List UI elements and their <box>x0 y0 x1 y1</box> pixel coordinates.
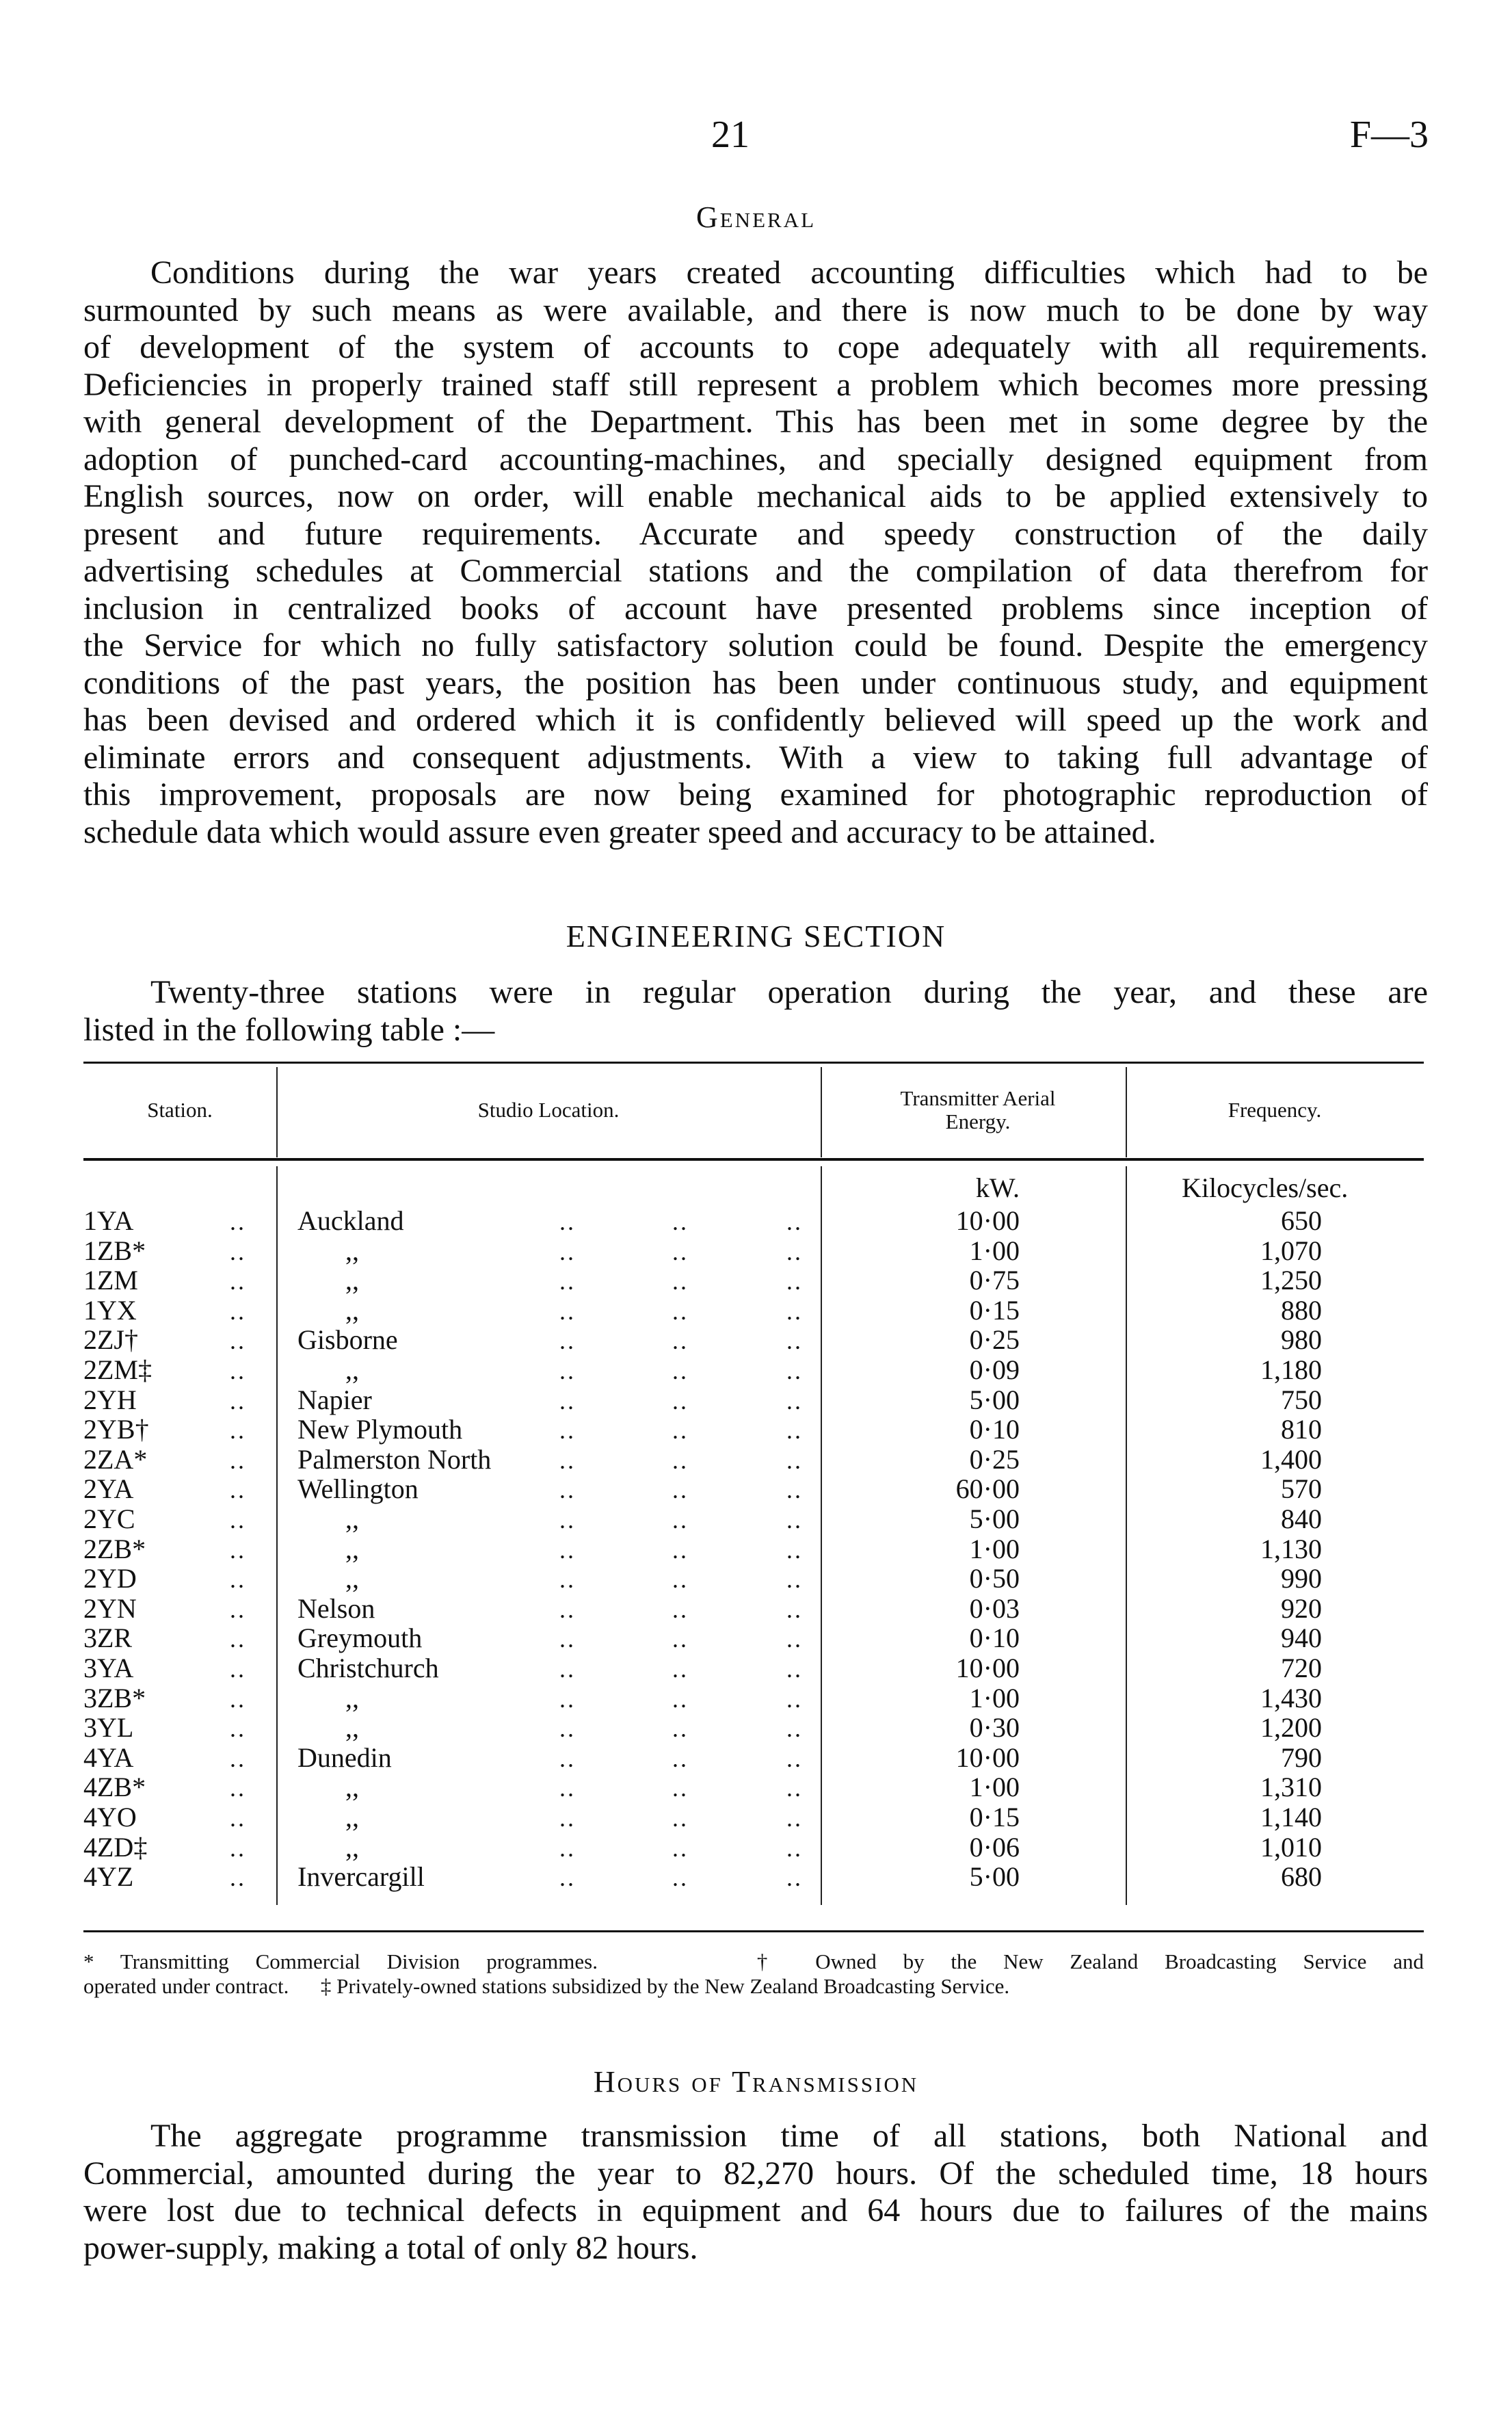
studio-location: Invercargill <box>297 1861 425 1893</box>
paragraph-line: with general development of the Department. This has been met in some degree by the <box>83 404 1428 440</box>
frequency: 1,070 <box>1260 1235 1322 1266</box>
paragraph-line: present and future requirements. Accurate and speedy construction of the daily <box>83 515 1428 552</box>
hours-heading: Hours of Transmission <box>593 2065 919 2099</box>
aerial-energy: 0·03 <box>969 1592 1020 1624</box>
leader-dots: .. <box>230 1327 246 1355</box>
leader-dots: .. <box>672 1715 689 1743</box>
leader-dots: .. <box>559 1864 576 1892</box>
aerial-energy: 0·15 <box>969 1294 1020 1326</box>
paragraph-line: conditions of the past years, the position has been under continuous study, and equipment <box>83 664 1428 701</box>
aerial-energy: 5·00 <box>969 1384 1020 1415</box>
leader-dots: .. <box>672 1267 689 1296</box>
studio-location: Palmerston North <box>297 1443 492 1475</box>
station-code: 2ZB* <box>83 1533 146 1564</box>
studio-location: ,, <box>345 1712 359 1744</box>
frequency: 570 <box>1281 1473 1322 1505</box>
general-heading: General <box>695 200 817 234</box>
studio-location: Nelson <box>297 1592 375 1624</box>
leader-dots: .. <box>559 1327 576 1355</box>
paragraph-line: listed in the following table :— <box>83 1011 495 1048</box>
aerial-energy: 0·10 <box>969 1622 1020 1654</box>
leader-dots: .. <box>559 1774 576 1802</box>
aerial-energy: 1·00 <box>969 1533 1020 1564</box>
frequency: 750 <box>1281 1384 1322 1415</box>
footnote: operated under contract. ‡ Privately-owned stations subsidized by the New Zealand Broadcasting Service. <box>83 1974 1010 1998</box>
leader-dots: .. <box>672 1595 689 1623</box>
station-code: 4YA <box>83 1742 134 1773</box>
leader-dots: .. <box>672 1774 689 1802</box>
aerial-energy: 0·10 <box>969 1414 1020 1445</box>
studio-location: ,, <box>345 1265 359 1296</box>
leader-dots: .. <box>230 1566 246 1594</box>
aerial-energy: 0·09 <box>969 1354 1020 1385</box>
leader-dots: .. <box>559 1237 576 1265</box>
frequency: 920 <box>1281 1592 1322 1624</box>
table-header-rule <box>83 1158 1424 1161</box>
leader-dots: .. <box>672 1476 689 1504</box>
leader-dots: .. <box>786 1357 803 1384</box>
leader-dots: .. <box>559 1566 576 1594</box>
aerial-energy: 0·25 <box>969 1443 1020 1475</box>
header-frequency: Frequency. <box>1228 1098 1322 1122</box>
studio-location: Christchurch <box>297 1653 439 1683</box>
aerial-energy: 60·00 <box>955 1473 1020 1505</box>
studio-location: Auckland <box>297 1205 404 1236</box>
frequency-unit: Kilocycles/sec. <box>1182 1172 1349 1203</box>
leader-dots: .. <box>230 1715 246 1743</box>
studio-location: Gisborne <box>297 1324 398 1356</box>
leader-dots: .. <box>230 1625 246 1653</box>
leader-dots: .. <box>559 1297 576 1325</box>
station-code: 1YA <box>83 1205 134 1236</box>
leader-dots: .. <box>230 1655 246 1683</box>
leader-dots: .. <box>230 1744 246 1772</box>
leader-dots: .. <box>672 1446 689 1474</box>
leader-dots: .. <box>230 1804 246 1832</box>
table-top-rule <box>83 1062 1424 1064</box>
general-paragraph <box>83 254 1428 851</box>
leader-dots: .. <box>786 1237 803 1265</box>
leader-dots: .. <box>230 1864 246 1892</box>
studio-location: ,, <box>345 1563 359 1594</box>
station-code: 2YB† <box>83 1414 149 1445</box>
studio-location: ,, <box>345 1682 359 1713</box>
station-code: 2YD <box>83 1563 137 1594</box>
aerial-energy: 0·30 <box>969 1712 1020 1744</box>
station-code: 2ZJ† <box>83 1324 138 1356</box>
leader-dots: .. <box>559 1208 576 1235</box>
leader-dots: .. <box>559 1655 576 1683</box>
leader-dots: .. <box>230 1267 246 1296</box>
paragraph-line: surmounted by such means as were available, and there is now much to be done by way <box>83 291 1428 328</box>
leader-dots: .. <box>559 1744 576 1772</box>
leader-dots: .. <box>672 1834 689 1862</box>
frequency: 990 <box>1281 1563 1322 1594</box>
aerial-energy: 0·75 <box>969 1265 1020 1296</box>
leader-dots: .. <box>672 1744 689 1772</box>
station-code: 3YL <box>83 1712 134 1744</box>
leader-dots: .. <box>786 1804 803 1832</box>
studio-location: ,, <box>345 1503 359 1534</box>
aerial-energy: 1·00 <box>969 1772 1020 1803</box>
paragraph-line: this improvement, proposals are now being examined for photographic reproduction of <box>83 776 1428 813</box>
frequency: 1,310 <box>1260 1772 1322 1803</box>
leader-dots: .. <box>559 1476 576 1504</box>
aerial-energy: 10·00 <box>955 1205 1020 1236</box>
leader-dots: .. <box>672 1655 689 1683</box>
leader-dots: .. <box>786 1655 803 1683</box>
aerial-energy: 0·06 <box>969 1831 1020 1863</box>
leader-dots: .. <box>559 1506 576 1534</box>
frequency: 1,400 <box>1260 1443 1322 1475</box>
leader-dots: .. <box>559 1834 576 1862</box>
leader-dots: .. <box>786 1685 803 1713</box>
leader-dots: .. <box>672 1506 689 1534</box>
leader-dots: .. <box>230 1774 246 1802</box>
leader-dots: .. <box>559 1417 576 1445</box>
frequency: 810 <box>1281 1414 1322 1445</box>
hours-paragraph <box>83 2118 1428 2267</box>
aerial-energy: 5·00 <box>969 1861 1020 1893</box>
station-code: 1ZM <box>83 1265 138 1296</box>
energy-unit: kW. <box>975 1172 1020 1203</box>
frequency: 1,180 <box>1260 1354 1322 1385</box>
frequency: 680 <box>1281 1861 1322 1893</box>
studio-location: ,, <box>345 1831 359 1863</box>
studio-location: ,, <box>345 1294 359 1326</box>
leader-dots: .. <box>230 1417 246 1445</box>
frequency: 1,130 <box>1260 1533 1322 1564</box>
leader-dots: .. <box>559 1625 576 1653</box>
frequency: 1,200 <box>1260 1712 1322 1744</box>
leader-dots: .. <box>230 1357 246 1384</box>
paragraph-line: The aggregate programme transmission time of all stations, both National and <box>150 2118 1428 2154</box>
leader-dots: .. <box>559 1595 576 1623</box>
leader-dots: .. <box>230 1208 246 1235</box>
paragraph-line: Twenty-three stations were in regular operation during the year, and these are <box>150 974 1428 1010</box>
leader-dots: .. <box>672 1625 689 1653</box>
leader-dots: .. <box>672 1357 689 1384</box>
column-divider <box>1126 1166 1127 1905</box>
leader-dots: .. <box>230 1595 246 1623</box>
aerial-energy: 1·00 <box>969 1682 1020 1713</box>
leader-dots: .. <box>230 1536 246 1564</box>
leader-dots: .. <box>559 1446 576 1474</box>
leader-dots: .. <box>559 1715 576 1743</box>
table-footnotes <box>83 1949 1424 1999</box>
document-reference: F—3 <box>1349 114 1429 156</box>
leader-dots: .. <box>230 1685 246 1713</box>
studio-location: ,, <box>345 1772 359 1803</box>
station-code: 2YC <box>83 1503 135 1534</box>
engineering-heading: ENGINEERING SECTION <box>566 919 946 954</box>
leader-dots: .. <box>786 1327 803 1355</box>
engineering-paragraph <box>83 974 1428 1049</box>
paragraph-line: of development of the system of accounts to cope adequately with all requirements. <box>83 329 1428 365</box>
frequency: 840 <box>1281 1503 1322 1534</box>
studio-location: Dunedin <box>297 1742 392 1773</box>
leader-dots: .. <box>230 1476 246 1504</box>
frequency: 790 <box>1281 1742 1322 1773</box>
frequency: 1,010 <box>1260 1831 1322 1863</box>
frequency: 650 <box>1281 1205 1322 1236</box>
leader-dots: .. <box>672 1566 689 1594</box>
station-code: 2ZM‡ <box>83 1354 152 1385</box>
frequency: 720 <box>1281 1653 1322 1683</box>
leader-dots: .. <box>672 1387 689 1415</box>
station-code: 3ZR <box>83 1622 133 1654</box>
studio-location: Napier <box>297 1384 372 1415</box>
leader-dots: .. <box>672 1804 689 1832</box>
paragraph-line: power-supply, making a total of only 82 hours. <box>83 2229 698 2266</box>
station-code: 4YO <box>83 1802 137 1832</box>
aerial-energy: 5·00 <box>969 1503 1020 1534</box>
station-code: 2YA <box>83 1473 134 1505</box>
footnote: * Transmitting Commercial Division programmes. † Owned by the New Zealand Broadcasting Service and <box>83 1949 1424 1973</box>
header-location: Studio Location. <box>477 1098 620 1122</box>
leader-dots: .. <box>230 1297 246 1325</box>
leader-dots: .. <box>672 1864 689 1892</box>
paragraph-line: English sources, now on order, will enable mechanical aids to be applied extensively to <box>83 478 1428 514</box>
table-bottom-rule <box>83 1930 1424 1932</box>
studio-location: ,, <box>345 1235 359 1266</box>
leader-dots: .. <box>786 1417 803 1445</box>
studio-location: ,, <box>345 1533 359 1564</box>
leader-dots: .. <box>672 1237 689 1265</box>
station-code: 1YX <box>83 1294 137 1326</box>
leader-dots: .. <box>786 1834 803 1862</box>
paragraph-line: the Service for which no fully satisfactory solution could be found. Despite the emergency <box>83 627 1428 663</box>
leader-dots: .. <box>672 1297 689 1325</box>
leader-dots: .. <box>786 1595 803 1623</box>
leader-dots: .. <box>786 1208 803 1235</box>
aerial-energy: 0·15 <box>969 1802 1020 1832</box>
frequency: 940 <box>1281 1622 1322 1654</box>
station-code: 2YH <box>83 1384 137 1415</box>
leader-dots: .. <box>786 1715 803 1743</box>
leader-dots: .. <box>672 1685 689 1713</box>
leader-dots: .. <box>786 1267 803 1296</box>
leader-dots: .. <box>230 1834 246 1862</box>
leader-dots: .. <box>786 1744 803 1772</box>
paragraph-line: schedule data which would assure even greater speed and accuracy to be attained. <box>83 813 1156 850</box>
column-divider <box>276 1166 278 1905</box>
studio-location: Wellington <box>297 1473 419 1505</box>
leader-dots: .. <box>559 1387 576 1415</box>
leader-dots: .. <box>559 1267 576 1296</box>
frequency: 980 <box>1281 1324 1322 1356</box>
frequency: 1,250 <box>1260 1265 1322 1296</box>
station-code: 2YN <box>83 1592 137 1624</box>
leader-dots: .. <box>559 1685 576 1713</box>
paragraph-line: eliminate errors and consequent adjustments. With a view to taking full advantage of <box>83 739 1428 776</box>
leader-dots: .. <box>786 1536 803 1564</box>
frequency: 1,430 <box>1260 1682 1322 1713</box>
aerial-energy: 10·00 <box>955 1742 1020 1773</box>
aerial-energy: 10·00 <box>955 1653 1020 1683</box>
aerial-energy: 1·00 <box>969 1235 1020 1266</box>
leader-dots: .. <box>786 1566 803 1594</box>
leader-dots: .. <box>230 1446 246 1474</box>
column-divider <box>821 1067 822 1157</box>
leader-dots: .. <box>672 1536 689 1564</box>
column-divider <box>821 1166 822 1905</box>
studio-location: ,, <box>345 1802 359 1832</box>
station-code: 4ZB* <box>83 1772 146 1803</box>
aerial-energy: 0·50 <box>969 1563 1020 1594</box>
leader-dots: .. <box>559 1357 576 1384</box>
leader-dots: .. <box>786 1506 803 1534</box>
studio-location: Greymouth <box>297 1622 423 1654</box>
station-code: 4ZD‡ <box>83 1831 148 1863</box>
paragraph-line: Conditions during the war years created accounting difficulties which had to be <box>150 254 1428 291</box>
leader-dots: .. <box>786 1446 803 1474</box>
paragraph-line: were lost due to technical defects in equipment and 64 hours due to failures of the mains <box>83 2192 1428 2229</box>
leader-dots: .. <box>672 1327 689 1355</box>
leader-dots: .. <box>230 1387 246 1415</box>
leader-dots: .. <box>786 1476 803 1504</box>
paragraph-line: Commercial, amounted during the year to 82,270 hours. Of the scheduled time, 18 hours <box>83 2155 1428 2192</box>
leader-dots: .. <box>230 1506 246 1534</box>
leader-dots: .. <box>786 1864 803 1892</box>
station-code: 2ZA* <box>83 1443 148 1475</box>
studio-location: New Plymouth <box>297 1414 463 1445</box>
header-energy: Transmitter Aerial Energy. <box>900 1086 1056 1133</box>
leader-dots: .. <box>786 1774 803 1802</box>
station-code: 1ZB* <box>83 1235 146 1266</box>
leader-dots: .. <box>786 1625 803 1653</box>
frequency: 880 <box>1281 1294 1322 1326</box>
paragraph-line: Deficiencies in properly trained staff still represent a problem which becomes more pressing <box>83 366 1428 403</box>
studio-location: ,, <box>345 1354 359 1385</box>
leader-dots: .. <box>672 1417 689 1445</box>
station-code: 4YZ <box>83 1861 134 1893</box>
leader-dots: .. <box>786 1387 803 1415</box>
station-code: 3YA <box>83 1653 134 1683</box>
leader-dots: .. <box>559 1536 576 1564</box>
paragraph-line: advertising schedules at Commercial stations and the compilation of data therefrom for <box>83 553 1428 589</box>
leader-dots: .. <box>559 1804 576 1832</box>
frequency: 1,140 <box>1260 1802 1322 1832</box>
aerial-energy: 0·25 <box>969 1324 1020 1356</box>
leader-dots: .. <box>230 1237 246 1265</box>
station-code: 3ZB* <box>83 1682 146 1713</box>
paragraph-line: has been devised and ordered which it is confidently believed will speed up the work and <box>83 702 1428 738</box>
page-number: 21 <box>711 114 750 156</box>
paragraph-line: adoption of punched-card accounting-machines, and specially designed equipment from <box>83 441 1428 477</box>
paragraph-line: inclusion in centralized books of account have presented problems since inception of <box>83 590 1428 627</box>
leader-dots: .. <box>786 1297 803 1325</box>
leader-dots: .. <box>672 1208 689 1235</box>
header-station: Station. <box>147 1098 213 1122</box>
